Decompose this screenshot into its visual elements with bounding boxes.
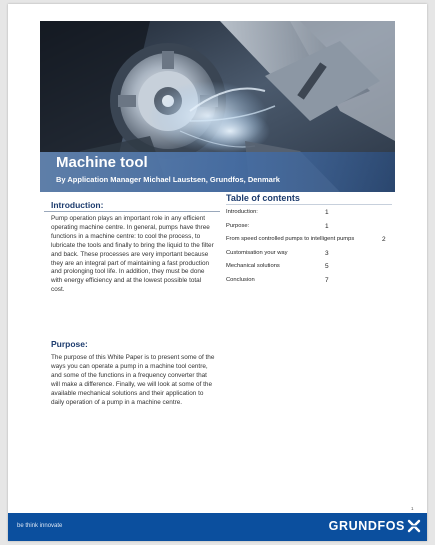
document-title: Machine tool	[56, 154, 148, 171]
toc-item-title: From speed controlled pumps to intelligent pumps	[226, 236, 355, 242]
toc-item-conclusion[interactable]	[226, 277, 392, 291]
brand-logo-text: GRUNDFOS	[328, 519, 405, 533]
footer-tagline: be think innovate	[17, 523, 63, 529]
toc-item-introduction[interactable]	[226, 209, 392, 223]
purpose-section	[51, 339, 216, 407]
toc-item-page: 7	[325, 276, 329, 284]
footer-bar	[8, 513, 427, 541]
purpose-body: The purpose of this White Paper is to present some of the ways you can operate a pump in a machine tool centre, and some of the functions in a frequency converter that will make a difference. Finally, we will look at some of the available mechanical solutions and their application to daily operation of a pump in a machine centre.	[51, 354, 215, 406]
introduction-heading: Introduction:	[51, 200, 104, 210]
document-page	[8, 4, 427, 541]
toc-item-title: Customisation your way	[226, 249, 288, 256]
toc-item-page: 5	[325, 263, 329, 270]
toc-item-intelligent-pumps[interactable]	[226, 236, 392, 250]
toc-item-page: 1	[325, 222, 329, 230]
title-band	[40, 152, 395, 192]
toc-item-page: 3	[325, 249, 329, 257]
introduction-section	[51, 200, 216, 295]
purpose-heading: Purpose:	[51, 339, 88, 349]
toc-heading: Table of contents	[226, 193, 392, 205]
toc-item-title: Introduction:	[226, 209, 258, 215]
page-number: 1	[411, 506, 414, 511]
toc-item-title: Conclusion	[226, 276, 255, 283]
toc-item-purpose[interactable]	[226, 223, 392, 237]
table-of-contents	[226, 193, 392, 290]
toc-item-mechanical-solutions[interactable]	[226, 263, 392, 277]
author-byline: By Application Manager Michael Laustsen, Grundfos, Denmark	[56, 175, 280, 184]
hero-image	[40, 21, 395, 192]
toc-item-title: Purpose:	[226, 222, 250, 229]
introduction-body: Pump operation plays an important role in any efficient operating machine centre. In general, pumps have three functions in a machine centre: to cool the process, to lubricate the tools and finally to bring the liquid to the filter and back. These processes are very important because they are an integral part of maintaining a fast production and prolonging tool life. In addition, they must be done with energy efficiency and at the lowest possible total cost.	[51, 215, 214, 294]
grundfos-x-icon	[407, 519, 421, 538]
toc-item-title: Mechanical solutions	[226, 263, 280, 269]
toc-item-page: 1	[325, 209, 329, 216]
toc-item-page: 2	[382, 236, 386, 243]
toc-item-customisation[interactable]	[226, 250, 392, 264]
